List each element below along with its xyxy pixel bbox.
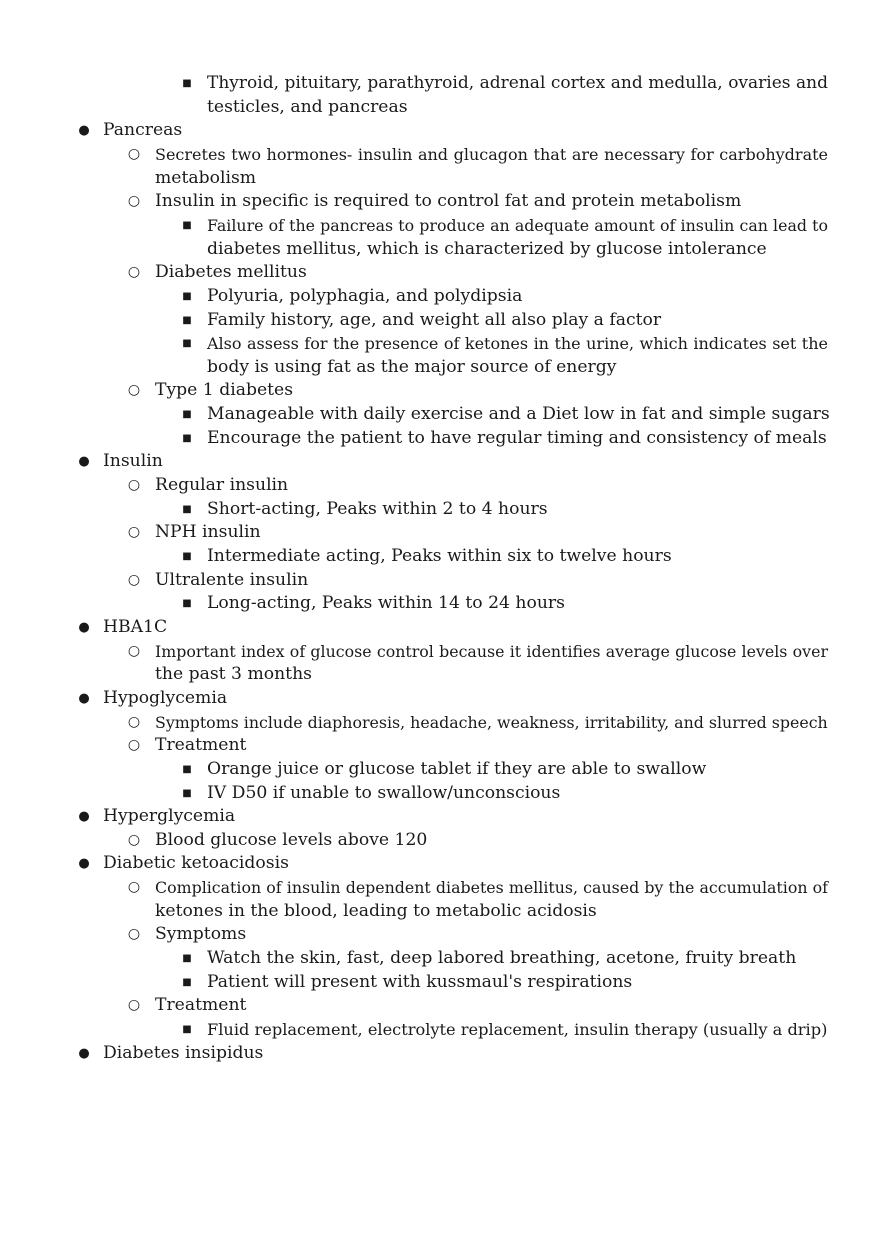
list-item-text: Treatment xyxy=(155,995,247,1016)
bullet-icon: ○ xyxy=(127,524,141,541)
list-item-level-2 xyxy=(0,190,880,214)
list-item-text: Short-acting, Peaks within 2 to 4 hours xyxy=(207,498,548,519)
bullet-icon: ● xyxy=(78,619,90,635)
bullet-icon: ○ xyxy=(127,713,141,730)
list-item-text: Diabetic ketoacidosis xyxy=(103,853,289,874)
bullet-icon: ● xyxy=(78,809,90,825)
list-item-text: Treatment xyxy=(155,735,247,756)
list-item-text: Hypoglycemia xyxy=(103,687,228,708)
list-item-text: IV D50 if unable to swallow/unconscious xyxy=(207,782,561,803)
list-item-text: Secretes two hormones- insulin and glucagon that are necessary for carbohydrate xyxy=(155,144,828,164)
list-item-text: Manageable with daily exercise and a Diet low in fat and simple sugars xyxy=(207,404,830,425)
list-item-level-2 xyxy=(0,640,880,664)
bullet-icon: ○ xyxy=(127,382,141,399)
bullet-icon: ○ xyxy=(127,145,141,162)
list-item-level-3 xyxy=(0,947,880,971)
list-item-text: diabetes mellitus, which is characterized by glucose intolerance xyxy=(207,238,767,259)
bullet-icon: ■ xyxy=(182,787,192,799)
list-item-level-2 xyxy=(0,663,880,687)
list-item-level-2 xyxy=(0,994,880,1018)
list-item-text: Complication of insulin dependent diabetes mellitus, caused by the accumulation of xyxy=(155,878,828,898)
bullet-icon: ■ xyxy=(182,976,192,988)
bullet-icon: ■ xyxy=(182,338,192,350)
list-item-text: Type 1 diabetes xyxy=(155,380,294,401)
list-item-level-3 xyxy=(0,1018,880,1042)
list-item-level-1 xyxy=(0,852,880,876)
list-item-text: Polyuria, polyphagia, and polydipsia xyxy=(207,285,523,306)
list-item-text: Insulin in specific is required to control fat and protein metabolism xyxy=(155,191,742,212)
list-item-text: Thyroid, pituitary, parathyroid, adrenal cortex and medulla, ovaries and xyxy=(207,73,828,93)
list-item-level-3 xyxy=(0,96,880,120)
list-item-level-2 xyxy=(0,900,880,924)
list-item-level-3 xyxy=(0,356,880,380)
bullet-icon: ■ xyxy=(182,219,192,231)
list-item-text: Hyperglycemia xyxy=(103,806,236,827)
bullet-icon: ○ xyxy=(127,926,141,943)
list-item-text: Intermediate acting, Peaks within six to twelve hours xyxy=(207,546,672,566)
list-item-text: Also assess for the presence of ketones in the urine, which indicates set the xyxy=(207,334,828,354)
bullet-icon: ● xyxy=(78,856,90,872)
list-item-text: Regular insulin xyxy=(155,475,289,496)
bullet-icon: ■ xyxy=(182,290,192,302)
list-item-text: Orange juice or glucose tablet if they are able to swallow xyxy=(207,758,707,779)
list-item-text: NPH insulin xyxy=(155,522,261,543)
list-item-level-2 xyxy=(0,143,880,167)
bullet-icon: ○ xyxy=(127,477,141,494)
list-item-text: Encourage the patient to have regular timing and consistency of meals xyxy=(207,427,827,448)
list-item-text: Fluid replacement, electrolyte replacement, insulin therapy (usually a drip) xyxy=(207,1020,828,1039)
bullet-icon: ● xyxy=(78,123,90,139)
bullet-icon: ○ xyxy=(127,737,141,754)
list-item-level-1 xyxy=(0,450,880,474)
list-item-level-3 xyxy=(0,214,880,238)
list-item-text: Insulin xyxy=(103,451,163,472)
bullet-icon: ■ xyxy=(182,432,192,444)
list-item-text: Blood glucose levels above 120 xyxy=(155,829,428,850)
list-item-level-3 xyxy=(0,427,880,451)
list-item-level-3 xyxy=(0,782,880,806)
list-item-text: ketones in the blood, leading to metabolic acidosis xyxy=(155,900,597,921)
bullet-icon: ■ xyxy=(182,551,192,562)
list-item-level-2 xyxy=(0,734,880,758)
bullet-icon: ■ xyxy=(182,598,192,610)
list-item-level-3 xyxy=(0,758,880,782)
list-item-level-2 xyxy=(0,474,880,498)
list-item-level-3 xyxy=(0,332,880,356)
bullet-icon: ○ xyxy=(127,571,141,588)
list-item-text: Family history, age, and weight all also play a factor xyxy=(207,309,662,330)
list-item-level-2 xyxy=(0,167,880,191)
list-item-level-1 xyxy=(0,119,880,143)
list-item-level-1 xyxy=(0,687,880,711)
list-item-text: HBA1C xyxy=(103,616,168,637)
list-item-text: Important index of glucose control because it identifies average glucose levels over xyxy=(155,641,828,661)
list-item-level-3 xyxy=(0,72,880,96)
bullet-icon: ■ xyxy=(182,314,192,326)
bullet-icon: ○ xyxy=(127,831,141,848)
list-item-text: Symptoms xyxy=(155,924,247,945)
bullet-icon: ○ xyxy=(127,997,141,1014)
bullet-icon: ● xyxy=(78,690,90,706)
list-item-level-1 xyxy=(0,1042,880,1066)
bullet-icon: ■ xyxy=(182,1024,192,1035)
list-item-level-2 xyxy=(0,261,880,285)
list-item-level-1 xyxy=(0,805,880,829)
list-item-level-2 xyxy=(0,876,880,900)
list-item-level-2 xyxy=(0,569,880,593)
bullet-icon: ○ xyxy=(127,193,141,210)
list-item-level-3 xyxy=(0,403,880,427)
list-item-level-2 xyxy=(0,521,880,545)
bullet-icon: ● xyxy=(78,454,90,470)
list-item-text: Pancreas xyxy=(103,120,183,141)
list-item-text: Ultralente insulin xyxy=(155,569,309,590)
list-item-text: Long-acting, Peaks within 14 to 24 hours xyxy=(207,593,565,614)
list-item-level-3 xyxy=(0,309,880,333)
list-item-level-3 xyxy=(0,971,880,995)
list-item-text: Failure of the pancreas to produce an adequate amount of insulin can lead to xyxy=(207,215,828,235)
bullet-icon: ■ xyxy=(182,78,192,89)
bullet-icon: ● xyxy=(78,1045,90,1061)
bullet-icon: ■ xyxy=(182,953,192,965)
list-item-level-3 xyxy=(0,498,880,522)
list-item-level-3 xyxy=(0,285,880,309)
bullet-icon: ■ xyxy=(182,503,192,515)
list-item-text: Patient will present with kussmaul's respirations xyxy=(207,971,633,992)
bullet-icon: ○ xyxy=(127,264,141,281)
list-item-text: testicles, and pancreas xyxy=(207,96,408,117)
list-item-text: Symptoms include diaphoresis, headache, weakness, irritability, and slurred speech xyxy=(155,712,828,732)
list-item-level-2 xyxy=(0,829,880,853)
bullet-icon: ○ xyxy=(127,642,141,659)
bullet-icon: ○ xyxy=(127,879,141,896)
list-item-level-2 xyxy=(0,923,880,947)
list-item-text: Diabetes insipidus xyxy=(103,1042,264,1063)
list-item-text: Watch the skin, fast, deep labored breathing, acetone, fruity breath xyxy=(207,948,797,969)
bullet-icon: ■ xyxy=(182,409,192,421)
list-item-text: body is using fat as the major source of energy xyxy=(207,356,617,377)
list-item-level-1 xyxy=(0,616,880,640)
list-item-text: Diabetes mellitus xyxy=(155,262,307,283)
list-item-text: metabolism xyxy=(155,167,257,188)
bullet-icon: ■ xyxy=(182,763,192,775)
list-item-text: the past 3 months xyxy=(155,664,312,685)
list-item-level-2 xyxy=(0,379,880,403)
list-item-level-3 xyxy=(0,592,880,616)
list-item-level-2 xyxy=(0,711,880,735)
list-item-level-3 xyxy=(0,238,880,262)
list-item-level-3 xyxy=(0,545,880,569)
